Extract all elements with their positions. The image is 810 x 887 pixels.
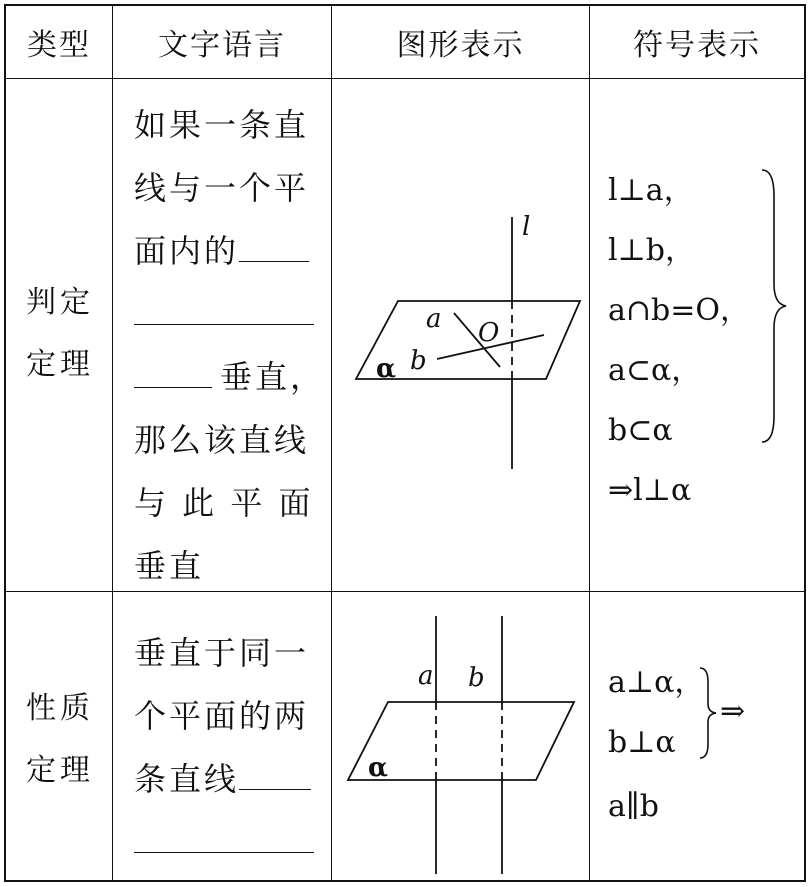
text-line: 那么该直线 — [134, 421, 310, 459]
text-line: 面内的 — [134, 220, 318, 283]
type-cell-property — [6, 678, 114, 802]
label-b: b — [410, 346, 427, 376]
right-brace-small — [696, 666, 720, 760]
label-a: a — [418, 661, 434, 691]
text-cell-judgment — [134, 94, 326, 598]
right-brace — [756, 166, 796, 446]
label-o: O — [478, 318, 500, 348]
text-line: 与 此 平 面 — [134, 484, 314, 522]
header-figure: 图形表示 — [396, 28, 525, 63]
symbol-line: l⊥b， — [608, 233, 696, 268]
symbol-line: a⊥α， — [608, 665, 705, 700]
type-line: 判定 — [26, 285, 94, 320]
label-alpha: α — [376, 354, 397, 384]
answer-blank[interactable] — [134, 357, 212, 388]
symbol-line: b⊂α — [608, 413, 673, 448]
text-line: 垂直， — [134, 346, 318, 409]
answer-blank[interactable] — [134, 294, 314, 325]
text-line: 个平面的两 — [134, 697, 310, 735]
symbol-line: b⊥α — [608, 725, 676, 760]
theorem-table — [4, 4, 806, 882]
label-a: a — [426, 304, 442, 334]
symbol-cell-judgment — [608, 161, 750, 521]
text-line — [134, 811, 318, 874]
type-line: 定理 — [26, 347, 94, 382]
type-line: 定理 — [26, 753, 94, 788]
symbol-line: l⊥a， — [608, 173, 694, 208]
label-l: l — [522, 212, 531, 242]
implies-symbol: ⇒ — [720, 694, 746, 729]
column-divider — [589, 6, 590, 880]
figure-line-perpendicular-plane — [332, 79, 589, 591]
symbol-line: a∩b=O， — [608, 293, 750, 328]
answer-blank[interactable] — [239, 231, 309, 262]
text-line: 垂直于同一 — [134, 634, 310, 672]
text-line: 条直线 — [134, 748, 318, 811]
answer-blank[interactable] — [134, 822, 314, 853]
text-line — [134, 283, 318, 346]
type-line: 性质 — [26, 691, 94, 726]
text-cell-property — [134, 622, 318, 874]
symbol-line: a∥b — [608, 789, 659, 824]
type-cell-judgment — [6, 272, 114, 396]
symbol-cell-property — [608, 653, 704, 837]
label-alpha: α — [368, 753, 389, 783]
header-text-language: 文字语言 — [158, 28, 286, 63]
figure-two-lines-perpendicular-plane — [332, 592, 589, 884]
text-line: 如果一条直 — [134, 106, 310, 144]
symbol-line: a⊂α， — [608, 353, 702, 388]
label-b: b — [468, 663, 485, 693]
answer-blank[interactable] — [239, 759, 311, 790]
header-type: 类型 — [27, 28, 91, 63]
text-line: 线与一个平 — [134, 169, 310, 207]
text-line: 垂直 — [134, 547, 205, 585]
header-symbol: 符号表示 — [633, 28, 761, 63]
symbol-line: ⇒l⊥α — [608, 473, 692, 508]
